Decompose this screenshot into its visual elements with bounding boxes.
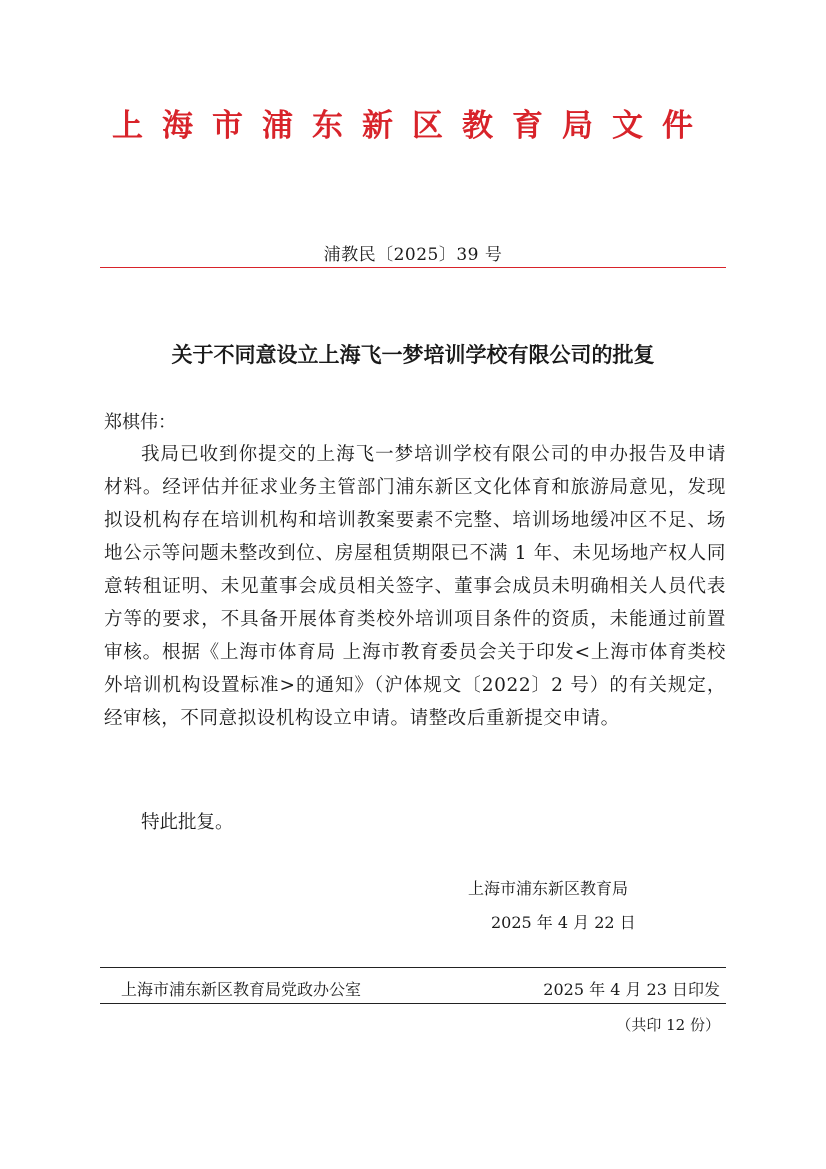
signature-date: 2025 年 4 月 22 日 [491, 913, 636, 932]
closing-remark: 特此批复。 [141, 812, 234, 833]
body-paragraph: 我局已收到你提交的上海飞一梦培训学校有限公司的申办报告及申请材料。经评估并征求业务主管部门浦东新区文化体育和旅游局意见，发现拟设机构存在培训机构和培训教案要素不完整、培训场地缓冲区不足、场地公示等问题未整改到位、房屋租赁期限已不满 1 年、未见场地产权人同意转租证明、未见董事会成员相关签字、董事会成员未明确相关人员代表方等的要求，不具备开展体育类校外培训项目条件的资质，未能通过前置审核。根据《上海市体育局 上海市教育委员会关于印发<上海市体育类校外培训机构设置标准>的通知》（沪体规文〔2022〕2 号）的有关规定，经审核，不同意拟设机构设立申请。请整改后重新提交申请。 [104, 444, 726, 729]
footer-print-date: 2025 年 4 月 23 日印发 [543, 980, 720, 999]
document-title: 关于不同意设立上海飞一梦培训学校有限公司的批复 [171, 343, 655, 367]
footer-bottom-divider [100, 1003, 726, 1004]
document-number: 浦教民〔2025〕39 号 [323, 245, 503, 265]
document-header-title: 上海市浦东新区教育局文件 [112, 108, 712, 144]
red-divider [100, 267, 726, 268]
footer-top-divider [100, 967, 726, 968]
copies-count: （共印 12 份） [616, 1016, 720, 1034]
footer-issuing-office: 上海市浦东新区教育局党政办公室 [121, 980, 362, 999]
signature-organization: 上海市浦东新区教育局 [468, 879, 629, 898]
addressee: 郑棋伟： [104, 412, 176, 433]
